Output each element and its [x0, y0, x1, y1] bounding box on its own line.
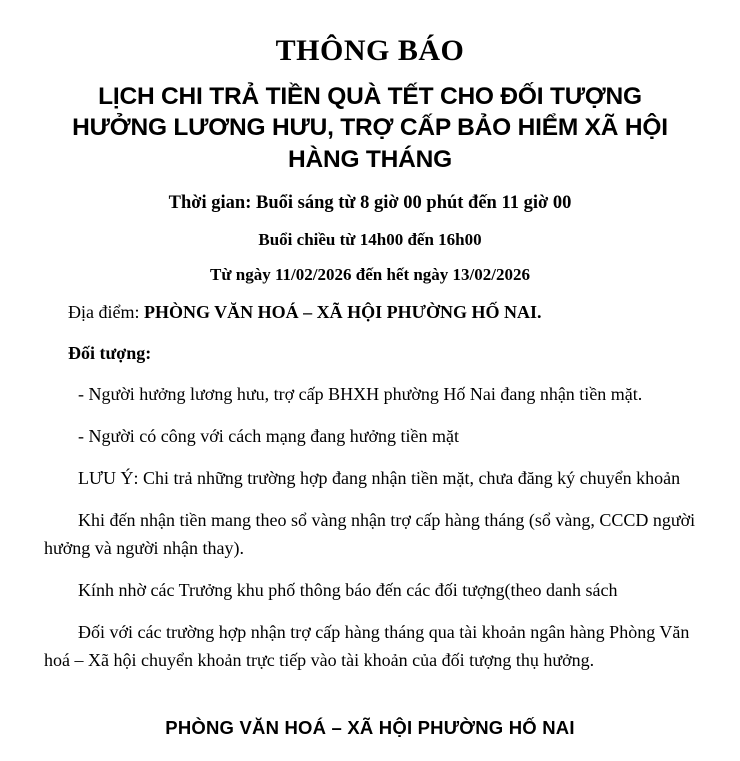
schedule-morning: Thời gian: Buổi sáng từ 8 giờ 00 phút đến 11 giờ 00 — [168, 193, 572, 214]
audience-label: Đối tượng: — [68, 343, 152, 364]
page-subtitle: LỊCH CHI TRẢ TIỀN QUÀ TẾT CHO ĐỐI TƯỢNG HƯỞNG LƯƠNG HƯU, TRỢ CẤP BẢO HIỂM XÃ HỘI HÀNG THÁNG — [72, 83, 668, 173]
location-line — [44, 299, 696, 326]
footer-signature: PHÒNG VĂN HOÁ – XÃ HỘI PHƯỜNG HỐ NAI — [165, 717, 575, 738]
schedule-afternoon: Buổi chiều từ 14h00 đến 16h00 — [258, 230, 482, 250]
audience-item-1: - Người hưởng lương hưu, trợ cấp BHXH phường Hố Nai đang nhận tiền mặt. — [78, 384, 643, 405]
bank-transfer-text: Đối với các trường hợp nhận trợ cấp hàng tháng qua tài khoản ngân hàng Phòng Văn hoá – Xã hội chuyển khoản trực tiếp vào tài khoản của đối tượng thụ hưởng. — [44, 621, 690, 670]
page-title: THÔNG BÁO — [275, 34, 465, 67]
audience-item-2: - Người có công với cách mạng đang hưởng tiền mặt — [78, 426, 459, 447]
location-label: Địa điểm: — [68, 302, 140, 323]
note-text: LƯU Ý: Chi trả những trường hợp đang nhận tiền mặt, chưa đăng ký chuyển khoản — [78, 468, 681, 489]
bring-items-text: Khi đến nhận tiền mang theo sổ vàng nhận trợ cấp hàng tháng (sổ vàng, CCCD người hưởng và người nhận thay). — [44, 509, 696, 558]
request-text: Kính nhờ các Trưởng khu phố thông báo đến các đối tượng(theo danh sách — [78, 579, 618, 600]
schedule-date-range: Từ ngày 11/02/2026 đến hết ngày 13/02/2026 — [209, 265, 531, 285]
location-value: PHÒNG VĂN HOÁ – XÃ HỘI PHƯỜNG HỐ NAI. — [143, 302, 542, 323]
